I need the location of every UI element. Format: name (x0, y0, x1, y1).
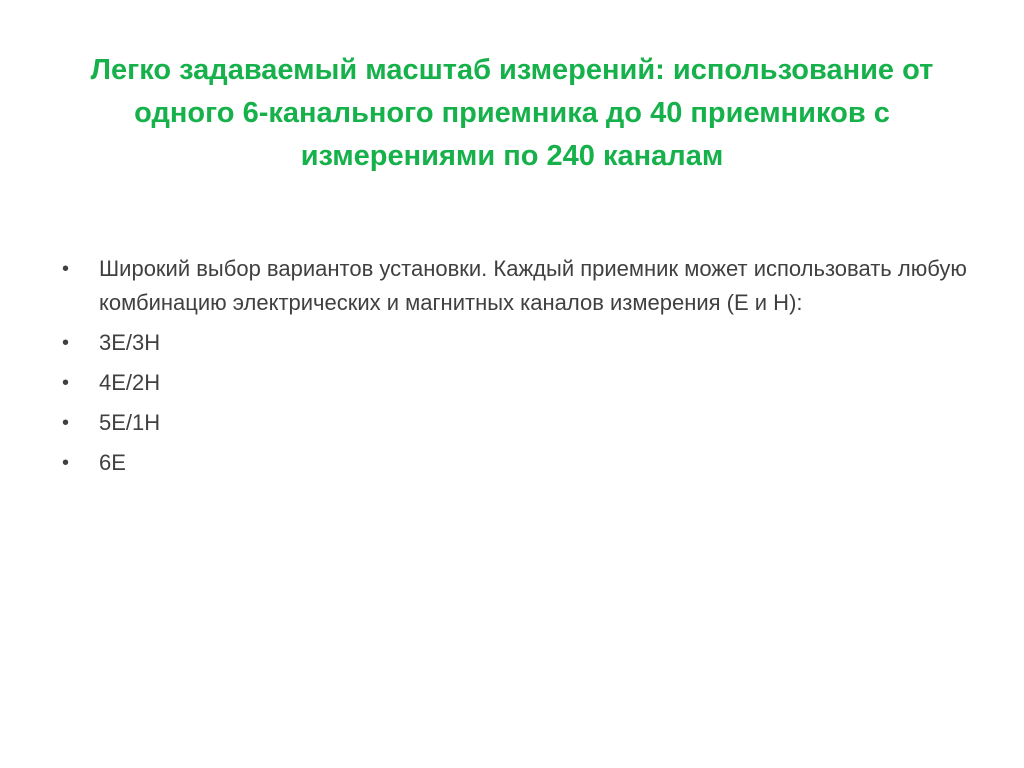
list-item-text: 5E/1H (99, 410, 161, 435)
list-item (62, 366, 982, 400)
bullet-icon: • (62, 258, 70, 280)
list-item (62, 252, 982, 320)
list-item (62, 446, 982, 480)
list-item (62, 406, 982, 440)
bullet-icon: • (62, 452, 70, 474)
list-item-text: 3E/3H (99, 330, 161, 355)
list-item-text: 6E (99, 450, 126, 475)
slide-title: Легко задаваемый масштаб измерений: использование от одного 6-канального приемника до 40 приемников с измерениями по 240 каналам (90, 54, 934, 172)
bullet-list (62, 252, 982, 486)
list-item-text: Широкий выбор вариантов установки. Каждый приемник может использовать любую комбинацию электрических и магнитных каналов измерения (E и H): (99, 256, 967, 315)
list-item (62, 326, 982, 360)
bullet-icon: • (62, 332, 70, 354)
bullet-icon: • (62, 412, 70, 434)
bullet-icon: • (62, 372, 70, 394)
list-item-text: 4E/2H (99, 370, 161, 395)
